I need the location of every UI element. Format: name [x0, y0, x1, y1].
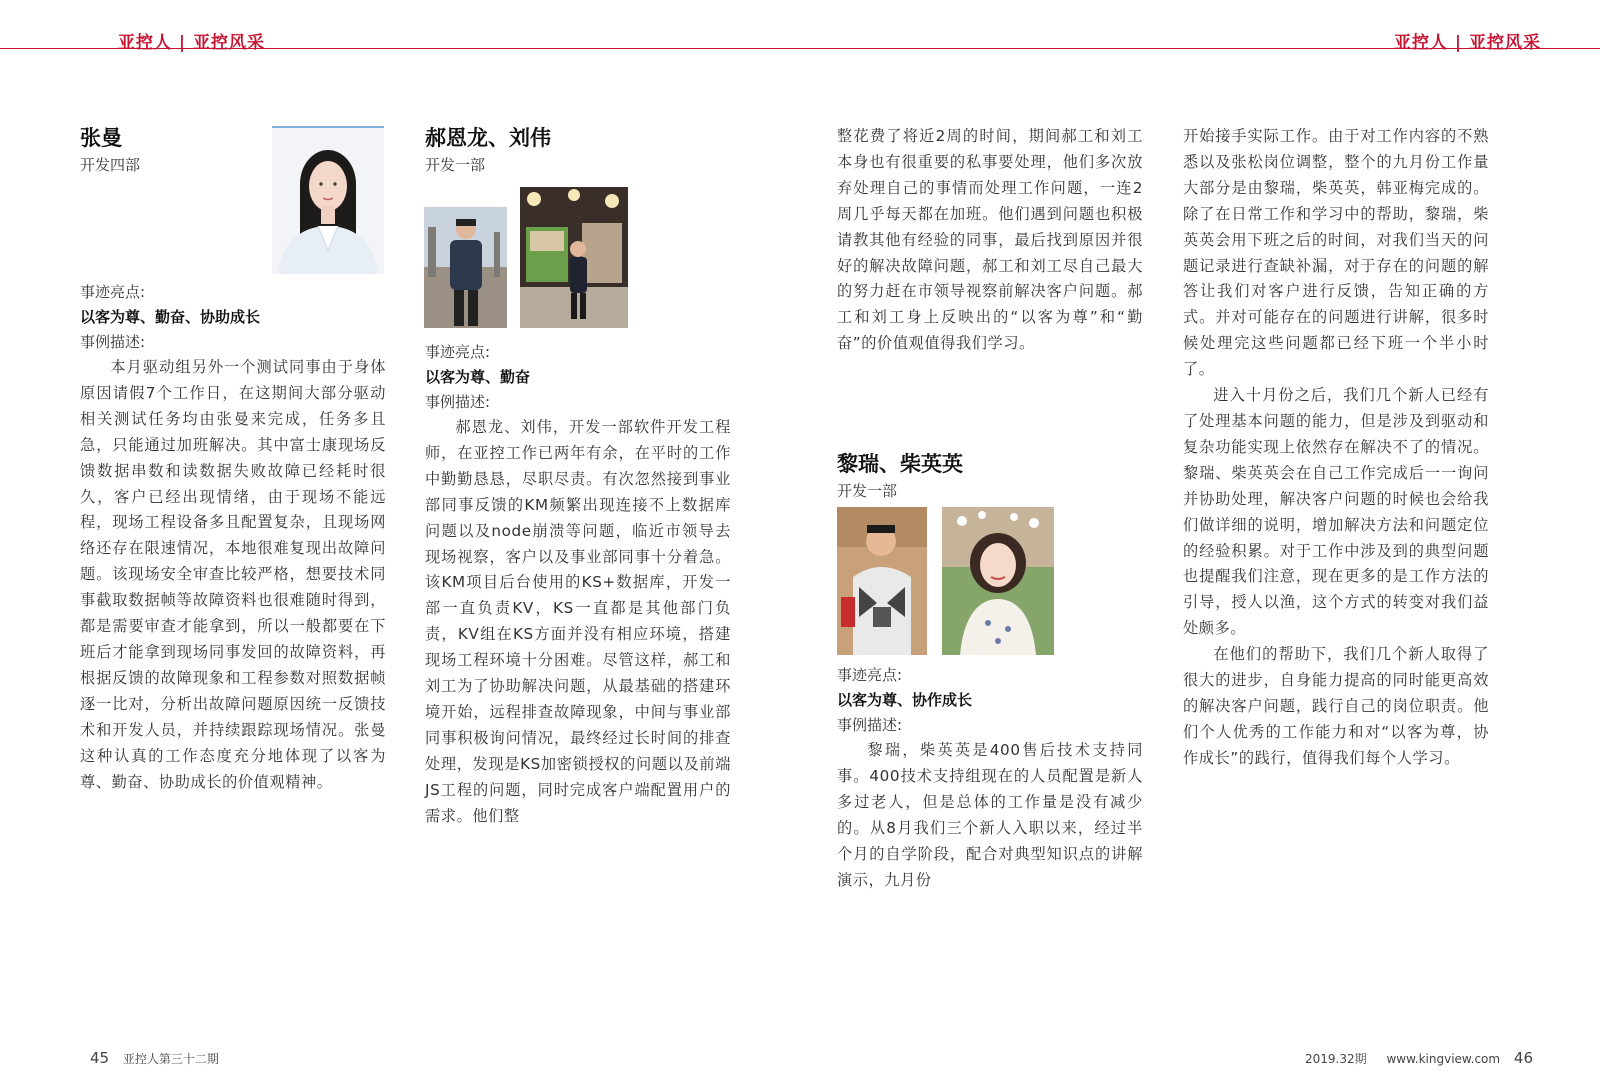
profile-lichai-body: [837, 663, 1143, 893]
footer-left: [90, 1049, 219, 1067]
description-paragraph: 本月驱动组另外一个测试同事由于身体原因请假7个工作日，在这期间大部分驱动相关测试任务均由张曼来完成，任务多且急，只能通过加班解决。其中富士康现场反馈数据串数和读数据失败故障已经耗时很久，客户已经出现情绪，由于现场不能远程，现场工程设备多且配置复杂，且现场网络还存在限速情况，本地很难复现出故障问题。该现场安全审查比较严格，想要技术同事截取数据帧等故障资料也很难随时得到，都是需要审查才能拿到，所以一般都要在下班后才能拿到现场同事发回的故障资料，再根据反馈的故障现象和工程参数对照数据帧逐一比对，分析出故障问题原因统一反馈技术和开发人员，并持续跟踪现场情况。张曼这种认真的工作态度充分地体现了以客为尊、勤奋、协助成长的价值观精神。: [80, 358, 386, 791]
profile-lichai-continued: [1183, 124, 1489, 772]
issue-label-right: 2019.32期: [1305, 1052, 1367, 1066]
profile-zhangman-body: [80, 280, 386, 795]
highlight-text: 以客为尊、勤奋、协助成长: [80, 308, 261, 326]
issue-label-left: 亚控人第三十二期: [122, 1052, 219, 1066]
description-paragraph: 郝恩龙、刘伟，开发一部软件开发工程师，在亚控工作已两年有余，在平时的工作中勤勤恳恳，尽职尽责。有次忽然接到事业部同事反馈的KM频繁出现连接不上数据库问题以及node崩溃等问题，临近市领导去现场视察，客户以及事业部同事十分着急。该KM项目后台使用的KS+数据库，开发一部一直负责KV，KS一直都是其他部门负责，KV组在KS方面并没有相应环境，搭建现场工程环境十分困难。尽管这样，郝工和刘工为了协助解决问题，从最基础的搭建环境开始，远程排查故障现象，中间与事业部同事积极询问情况，最终经过长时间的排查处理，发现是KS加密锁授权的问题以及前端JS工程的问题，同时完成客户端配置用户的需求。他们整: [425, 418, 731, 825]
highlight-label: 事迹亮点:: [80, 283, 146, 301]
profile-haoliu-continued: [837, 124, 1143, 357]
profile-dept: 开发一部: [837, 482, 898, 500]
profile-name: 张曼: [80, 125, 122, 150]
highlight-label: 事迹亮点:: [837, 666, 903, 684]
highlight-text: 以客为尊、协作成长: [837, 691, 973, 709]
profile-zhangman-header: [80, 124, 260, 176]
profile-name: 郝恩龙、刘伟: [425, 125, 551, 150]
header-title-left: 亚控人 | 亚控风采: [118, 33, 266, 53]
haoenlong-photo: [424, 207, 507, 328]
description-paragraph-continued-3: 在他们的帮助下，我们几个新人取得了很大的进步，自身能力提高的同时能更高效的解决客户问题，践行自己的岗位职责。他们个人优秀的工作能力和对“以客为尊，协作成长”的践行，值得我们每个人学习。: [1183, 645, 1489, 767]
description-label: 事例描述:: [80, 333, 146, 351]
profile-dept: 开发一部: [425, 156, 486, 174]
header-title-right: 亚控人 | 亚控风采: [1394, 33, 1542, 53]
profile-lichai-header: [837, 450, 1143, 502]
description-label: 事例描述:: [837, 716, 903, 734]
highlight-text: 以客为尊、勤奋: [425, 368, 531, 386]
lirui-photo: [837, 507, 927, 655]
liuwei-photo: [520, 187, 628, 328]
description-paragraph-continued-1: 开始接手实际工作。由于对工作内容的不熟悉以及张松岗位调整，整个的九月份工作量大部分是由黎瑞，柴英英，韩亚梅完成的。除了在日常工作和学习中的帮助，黎瑞，柴英英会用下班之后的时间，对我们当天的问题记录进行查缺补漏，对于存在的问题的解答让我们对客户进行反馈，告知正确的方式。并对可能存在的问题进行讲解，很多时候处理完这些问题都已经下班一个半小时了。: [1183, 127, 1489, 379]
zhangman-portrait-photo: [272, 126, 384, 274]
highlight-label: 事迹亮点:: [425, 343, 491, 361]
description-label: 事例描述:: [425, 393, 491, 411]
profile-haoliu-header: [425, 124, 735, 176]
description-paragraph-continued-2: 进入十月份之后，我们几个新人已经有了处理基本问题的能力，但是涉及到驱动和复杂功能实现上依然存在解决不了的情况。黎瑞、柴英英会在自己工作完成后一一询问并协助处理，解决客户问题的时候也会给我们做详细的说明，增加解决方法和问题定位的经验积累。对于工作中涉及到的典型问题也提醒我们注意，现在更多的是工作方法的引导，授人以渔，这个方式的转变对我们益处颇多。: [1183, 386, 1489, 638]
chaiyingying-photo: [942, 507, 1054, 655]
page-number-right: 46: [1513, 1049, 1534, 1067]
footer-right: [1305, 1049, 1533, 1067]
profile-dept: 开发四部: [80, 156, 141, 174]
page-number-left: 45: [90, 1049, 110, 1067]
description-paragraph: 黎瑞，柴英英是400售后技术支持同事。400技术支持组现在的人员配置是新人多过老人，但是总体的工作量是没有减少的。从8月我们三个新人入职以来，经过半个月的自学阶段，配合对典型知识点的讲解演示，九月份: [837, 741, 1143, 889]
description-paragraph-continued: 整花费了将近2周的时间，期间郝工和刘工本身也有很重要的私事要处理，他们多次放弃处理自己的事情而处理工作问题，一连2周几乎每天都在加班。他们遇到问题也积极请教其他有经验的同事，最后找到原因并很好的解决故障问题，郝工和刘工尽自己最大的努力赶在市领导视察前解决客户问题。郝工和刘工身上反映出的“以客为尊”和“勤奋”的价值观值得我们学习。: [837, 127, 1143, 353]
profile-haoliu-body: [425, 340, 731, 830]
profile-name: 黎瑞、柴英英: [837, 451, 963, 476]
website-label: www.kingview.com: [1386, 1052, 1501, 1066]
